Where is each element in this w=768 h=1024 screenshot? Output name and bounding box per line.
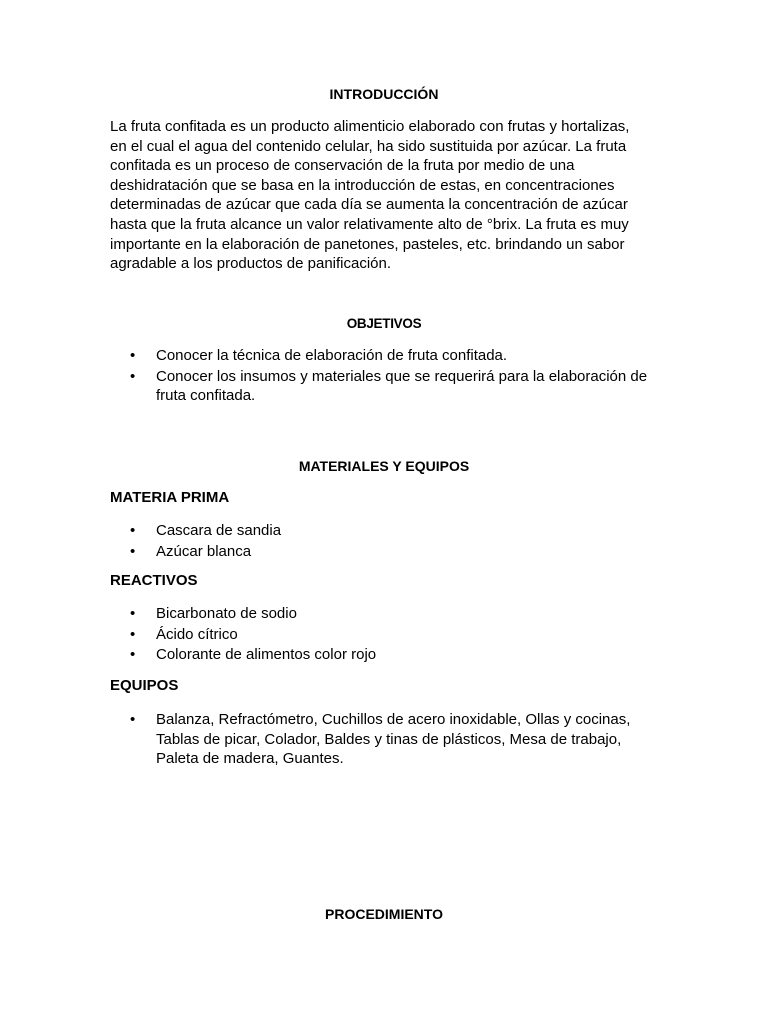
bullet-icon: •	[130, 542, 136, 560]
equipos-text: Balanza, Refractómetro, Cuchillos de acero inoxidable, Ollas y cocinas, Tablas de picar, Colador, Baldes y tinas de plásticos, Mesa de trabajo, Paleta de madera, Guantes.	[156, 711, 631, 768]
list-item	[110, 521, 650, 541]
list-item	[110, 604, 650, 624]
bullet-icon: •	[130, 605, 136, 622]
bullet-icon: •	[130, 367, 136, 385]
bullet-icon: •	[130, 347, 136, 364]
objetivos-list	[110, 346, 650, 407]
materia-prima-text: Cascara de sandia	[156, 522, 282, 539]
bullet-icon: •	[130, 522, 136, 539]
objetivo-text: Conocer la técnica de elaboración de fruta confitada.	[156, 347, 508, 364]
procedimiento-heading: PROCEDIMIENTO	[325, 906, 443, 922]
bullet-icon: •	[130, 625, 136, 643]
objetivos-heading: OBJETIVOS	[346, 316, 422, 331]
bullet-icon: •	[130, 646, 136, 664]
materia-prima-heading: MATERIA PRIMA	[110, 489, 230, 506]
materiales-heading: MATERIALES Y EQUIPOS	[298, 458, 470, 474]
list-item	[110, 625, 650, 645]
materia-prima-text: Azúcar blanca	[156, 542, 252, 560]
list-item	[110, 645, 650, 665]
materia-prima-list	[110, 521, 650, 562]
equipos-heading: EQUIPOS	[110, 677, 179, 694]
reactivos-heading: REACTIVOS	[110, 572, 198, 589]
list-item	[110, 710, 650, 769]
reactivos-list	[110, 604, 650, 666]
reactivo-text: Bicarbonato de sodio	[156, 605, 297, 622]
reactivo-text: Colorante de alimentos color rojo	[156, 646, 377, 664]
introduccion-heading: INTRODUCCIÓN	[329, 86, 439, 102]
list-item	[110, 542, 650, 562]
introduccion-paragraph: La fruta confitada es un producto alimenticio elaborado con frutas y hortalizas, en el cual el agua del contenido celular, ha sido sustituida por azúcar. La fruta confitada es un proceso de conservación de la fruta por medio de una deshidratación que se basa en la introducción de estas, en concentraciones determinadas de azúcar que cada día se aumenta la concentración de azúcar hasta que la fruta alcance un valor relativamente alto de °brix. La fruta es muy importante en la elaboración de panetones, pasteles, etc. brindando un sabor agradable a los productos de panificación.	[110, 118, 630, 273]
reactivo-text: Ácido cítrico	[156, 625, 238, 643]
list-item	[110, 367, 650, 406]
objetivo-text: Conocer los insumos y materiales que se requerirá para la elaboración de fruta confitada.	[156, 367, 648, 405]
list-item	[110, 346, 650, 366]
bullet-icon: •	[130, 711, 136, 728]
equipos-list	[110, 710, 650, 770]
